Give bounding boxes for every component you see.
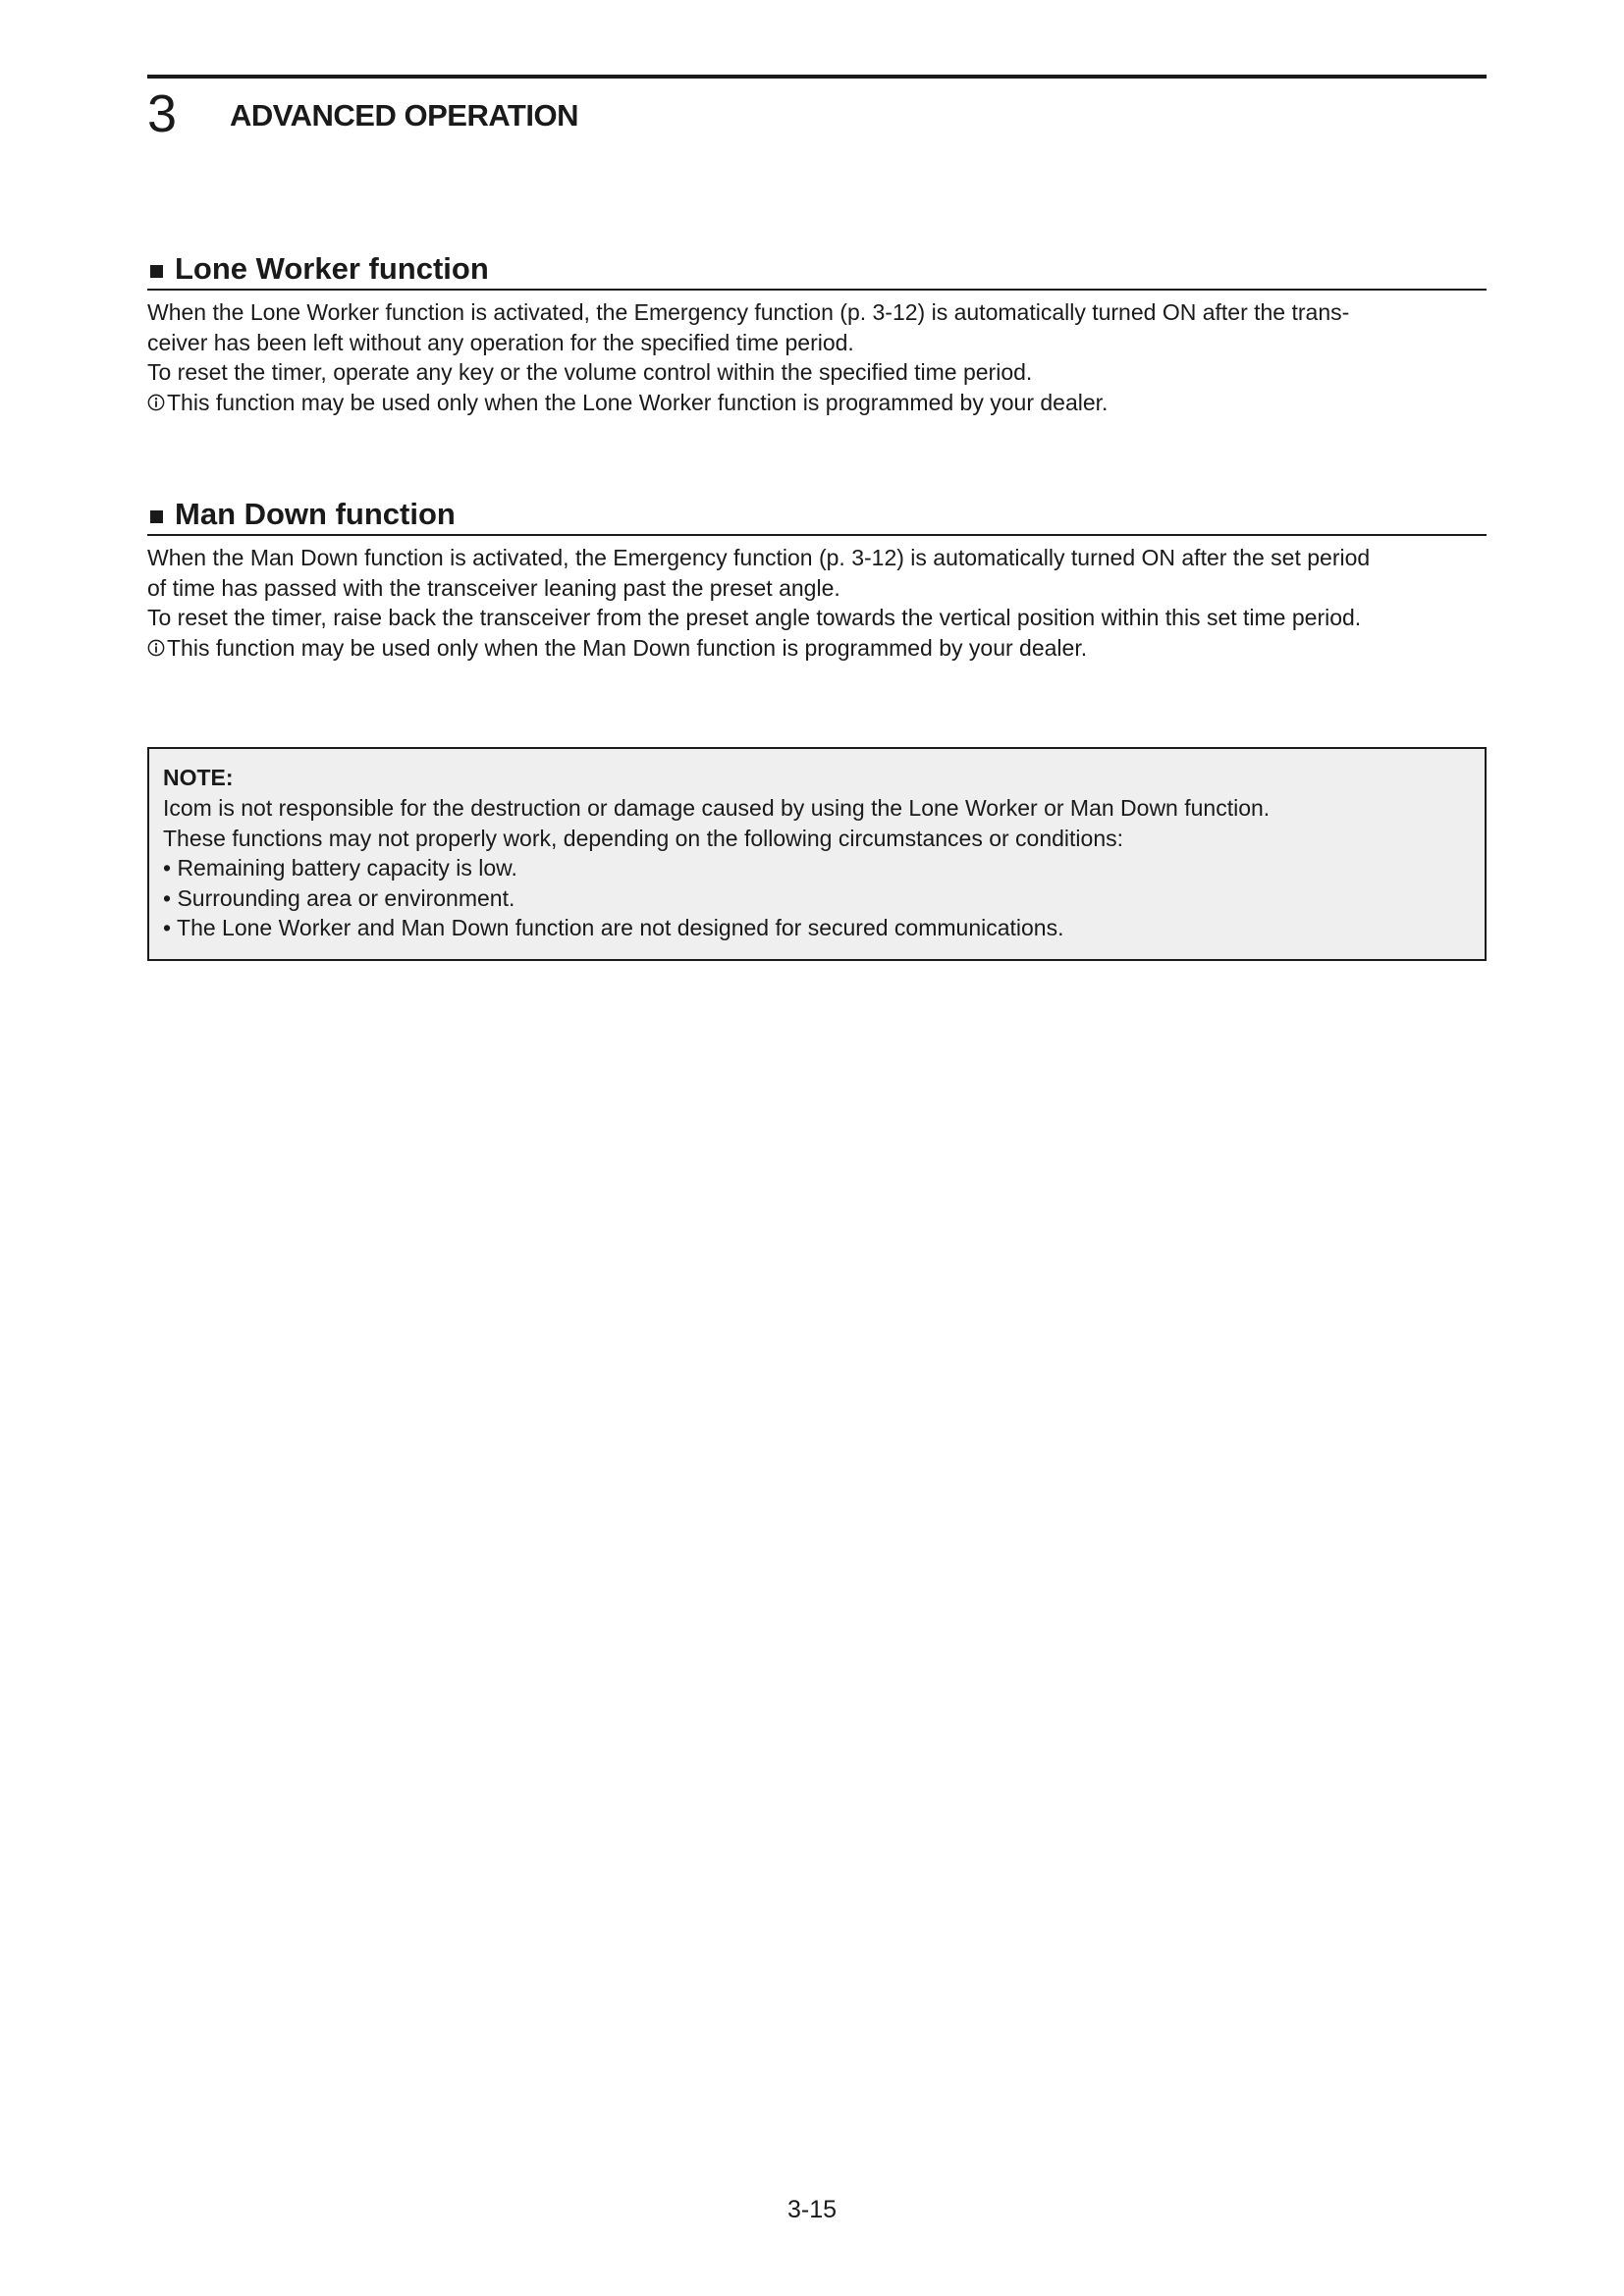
body-text-line: To reset the timer, operate any key or the volume control within the specified time period. bbox=[147, 359, 1033, 385]
note-content bbox=[163, 763, 1270, 943]
body-text-line: When the Man Down function is activated, the Emergency function (p. 3-12) is automatically turned ON after the set period bbox=[147, 545, 1371, 570]
square-bullet-icon bbox=[150, 510, 163, 523]
header-rule bbox=[147, 75, 1487, 79]
chapter-title: ADVANCED OPERATION bbox=[230, 98, 578, 133]
page-number: 3-15 bbox=[786, 2196, 838, 2223]
body-text-line: When the Lone Worker function is activated, the Emergency function (p. 3-12) is automatically turned ON after the trans- bbox=[147, 299, 1350, 325]
chapter-number: 3 bbox=[147, 84, 178, 143]
info-icon bbox=[147, 394, 165, 411]
info-icon bbox=[147, 639, 165, 657]
info-line bbox=[147, 633, 1487, 664]
note-line: • Surrounding area or environment. bbox=[163, 884, 515, 911]
body-text-line: To reset the timer, raise back the transceiver from the preset angle towards the vertical position within this set time period. bbox=[147, 605, 1362, 630]
note-line: These functions may not properly work, depending on the following circumstances or conditions: bbox=[163, 825, 1124, 851]
section-heading-text: Lone Worker function bbox=[175, 251, 489, 286]
info-text: This function may be used only when the Lone Worker function is programmed by your dealer. bbox=[167, 389, 1109, 415]
info-line bbox=[147, 388, 1487, 418]
note-title: NOTE: bbox=[163, 765, 234, 790]
note-line: • Remaining battery capacity is low. bbox=[163, 855, 517, 881]
square-bullet-icon bbox=[150, 265, 163, 278]
section-man-down bbox=[147, 498, 1487, 663]
section-heading bbox=[147, 252, 1487, 291]
section-lone-worker bbox=[147, 252, 1487, 417]
body-text-line: ceiver has been left without any operation for the specified time period. bbox=[147, 329, 854, 355]
note-line: • The Lone Worker and Man Down function are not designed for secured communications. bbox=[163, 915, 1064, 940]
info-text: This function may be used only when the Man Down function is programmed by your dealer. bbox=[167, 634, 1088, 661]
section-heading-text: Man Down function bbox=[175, 497, 456, 531]
note-line: Icom is not responsible for the destruction or damage caused by using the Lone Worker or Man Down function. bbox=[163, 795, 1271, 821]
note-box bbox=[147, 747, 1487, 961]
section-heading bbox=[147, 498, 1487, 536]
body-text-line: of time has passed with the transceiver leaning past the preset angle. bbox=[147, 574, 840, 601]
